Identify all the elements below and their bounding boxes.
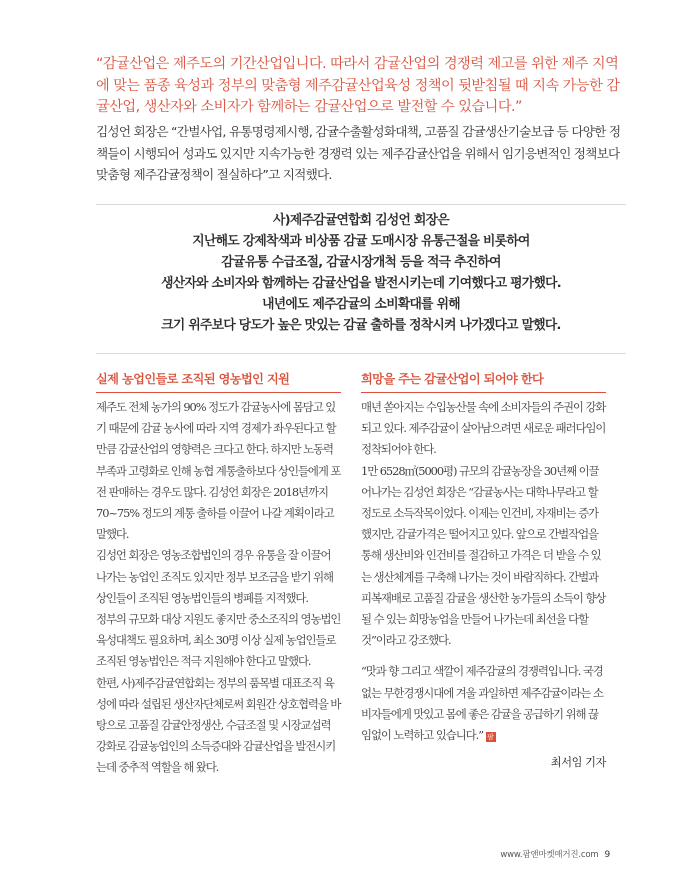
summary-line: 생산자와 소비자와 함께하는 감귤산업을 발전시키는데 기여했다고 평가했다. [161, 276, 561, 291]
section-heading: 실제 농업인들로 조직된 영농법인 지원 [96, 370, 341, 393]
summary-line: 사)제주감귤연합회 김성언 회장은 [273, 213, 449, 228]
left-column [96, 370, 341, 779]
summary-box [96, 204, 626, 354]
body-paragraph: 매년 쏟아지는 수입농산물 속에 소비자들의 주권이 강화되고 있다. 제주감귤이 살아남으려면 새로운 패러다임이 정착되어야 한다. [361, 400, 606, 457]
summary-line: 감귤유통 수급조절, 감귤시장개척 등을 적극 추진하여 [221, 255, 501, 270]
summary-line: 내년에도 제주감귤의 소비확대를 위해 [262, 297, 460, 312]
closing-quote-text: “맛과 향 그리고 색깔이 제주감귤의 경쟁력입니다. 국경없는 무한경쟁시대에 겨울 과일하면 제주감귤이라는 소비자들에게 맛있고 몸에 좋은 감귤을 공급하기 위해 끊임없이 노력하고 있습니다.” [361, 664, 603, 743]
body-paragraph: 한편, 사)제주감귤연합회는 정부의 품목별 대표조직 육성에 따라 설립된 생산자단체로써 회원간 상호협력을 바탕으로 고품질 감귤안정생산, 수급조절 및 시장교섭력 강화로 감귤농업인의 소득증대와 감귤산업을 발전시키는데 중추적 역할을 해 왔다. [96, 675, 341, 775]
end-mark-icon: 팜 [487, 733, 494, 742]
pull-quote: “감귤산업은 제주도의 기간산업입니다. 따라서 감귤산업의 경쟁력 제고를 위한 제주 지역에 맞는 품종 육성과 정부의 맞춤형 제주감귤산업육성 정책이 뒷받침될 때 지속 가능한 감귤산업, 생산자와 소비자가 함께하는 감귤산업으로 발전할 수 있습니다.” [96, 56, 620, 115]
summary-line: 크기 위주보다 당도가 높은 맛있는 감귤 출하를 정착시켜 나가겠다고 말했다. [161, 318, 561, 333]
byline: 최서임 기자 [550, 756, 606, 770]
page-number: 9 [604, 850, 610, 860]
right-column [361, 370, 606, 770]
footer-url: www.팜앤마켓매거진.com [500, 850, 599, 860]
intro-paragraph: 김성언 회장은 “간벌사업, 유통명령제시행, 감귤수출활성화대책, 고품질 감귤생산기술보급 등 다양한 정책들이 시행되어 성과도 있지만 지속가능한 경쟁력 있는 제주감귤산업을 위해서 임기응변적인 정책보다 맞춤형 제주감귤정책이 절실하다”고 지적했다. [96, 124, 621, 182]
paragraph-gap [361, 651, 606, 661]
summary-line: 지난해도 강제착색과 비상품 감귤 도매시장 유통근절을 비롯하여 [192, 234, 530, 249]
body-paragraph: 제주도 전체 농가의 90% 정도가 감귤농사에 몸담고 있기 때문에 감귤 농사에 따라 지역 경제가 좌우된다고 할 만큼 감귤산업의 영향력은 크다고 한다. 하지만 노동력 부족과 고령화로 인해 농협 계통출하보다 상인들에게 포전 판매하는 경우도 많다. 김성언 회장은 2018년까지 70~75% 정도의 계통 출하를 이끌어 나갈 계획이라고 말했다. [96, 400, 341, 542]
body-paragraph: 김성언 회장은 영농조합법인의 경우 유통을 잘 이끌어 나가는 농업인 조직도 있지만 정부 보조금을 받기 위해 상인들이 조직된 영농법인들의 병폐를 지적했다. [96, 548, 333, 605]
section-heading: 희망을 주는 감귤산업이 되어야 한다 [361, 370, 606, 393]
closing-quote [361, 661, 606, 746]
body-paragraph: 1만 6528㎡(5000평) 규모의 감귤농장을 30년째 이끌어나가는 김성언 회장은 “감귤농사는 대학나무라고 할 정도로 소득작목이었다. 이제는 인건비, 자재비는 증가했지만, 감귤가격은 떨어지고 있다. 앞으로 간벌작업을 통해 생산비와 인건비를 절감하고 가격은 더 받을 수 있는 생산체계를 구축해 나가는 것이 바람직하다. 간벌과 피복재배로 고품질 감귤을 생산한 농가들의 소득이 향상될 수 있는 희망농업을 만들어 나가는데 최선을 다할 것”이라고 강조했다. [361, 463, 606, 648]
body-paragraph: 정부의 규모화 대상 지원도 좋지만 중소조직의 영농법인 육성대책도 필요하며, 최소 30명 이상 실제 농업인들로 조직된 영농법인은 적극 지원해야 한다고 말했다. [96, 612, 341, 669]
page-footer [500, 848, 610, 860]
